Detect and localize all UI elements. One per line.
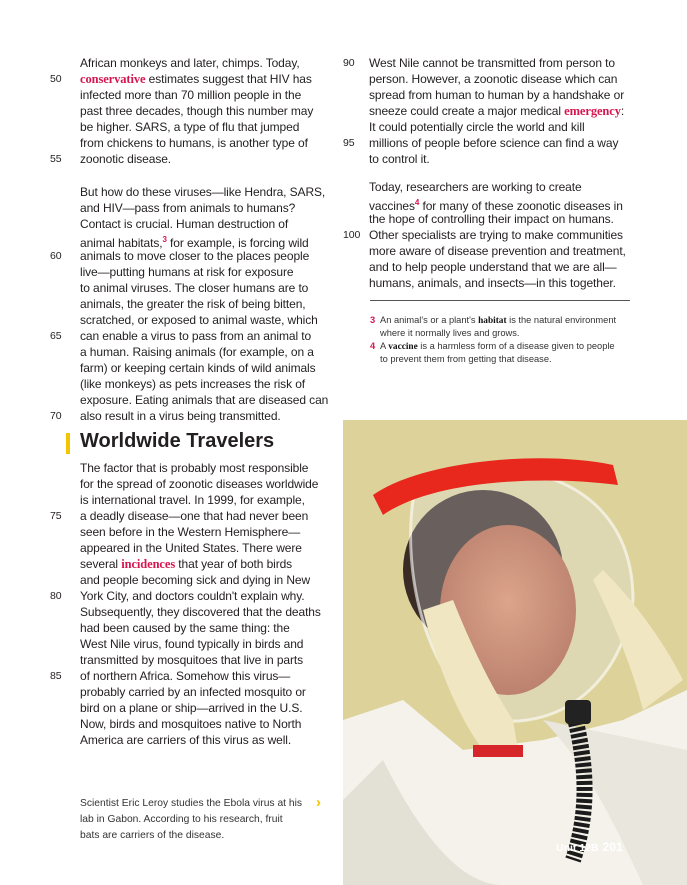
- line-number: 95: [343, 137, 355, 149]
- text-line: [50, 151, 338, 167]
- text-line: [80, 524, 338, 540]
- text-line: [80, 684, 338, 700]
- text-segment: York City, and doctors couldn't explain why.: [80, 589, 305, 603]
- text-line: [50, 508, 338, 524]
- unit-label: Unit 12B: [556, 842, 599, 854]
- text-line: [80, 344, 338, 360]
- text-line: [80, 119, 338, 135]
- text-segment: West Nile virus, found typically in birds and: [80, 637, 304, 651]
- footnote-marker: 4: [414, 198, 420, 207]
- paragraph: [343, 55, 649, 167]
- line-number: 50: [50, 73, 62, 85]
- text-line: [80, 636, 338, 652]
- text-line: [369, 71, 649, 87]
- footnote-term: habitat: [478, 316, 507, 326]
- text-line: [80, 200, 338, 216]
- text-line: [80, 264, 338, 280]
- text-segment: America are carriers of this virus as well.: [80, 733, 292, 747]
- text-segment: millions of people before science can find a way: [369, 136, 619, 150]
- text-segment: (like monkeys) as pets increases the risk of: [80, 377, 306, 391]
- text-line: [80, 572, 338, 588]
- text-segment: humans, animals, and insects—in this together.: [369, 276, 616, 290]
- text-segment: Other specialists are trying to make communities: [369, 228, 623, 242]
- text-line: [80, 540, 338, 556]
- text-segment: It could potentially circle the world and kill: [369, 120, 585, 134]
- text-segment: a human. Raising animals (for example, on a: [80, 345, 314, 359]
- text-segment: animals, the greater the risk of being bitten,: [80, 297, 306, 311]
- paragraph: [50, 460, 338, 748]
- page-number: [556, 840, 623, 854]
- footnote-term: vaccine: [388, 342, 418, 352]
- vocabulary-word: conservative: [80, 72, 146, 86]
- text-line: [80, 620, 338, 636]
- text-line: [369, 275, 649, 291]
- text-segment: West Nile cannot be transmitted from person to: [369, 56, 615, 70]
- text-line: [80, 312, 338, 328]
- text-line: [80, 492, 338, 508]
- text-segment: and to help people understand that we are all—: [369, 260, 617, 274]
- text-segment: appeared in the United States. There were: [80, 541, 302, 555]
- text-line: [80, 280, 338, 296]
- text-segment: to animal viruses. The closer humans are to: [80, 281, 309, 295]
- text-line: [80, 376, 338, 392]
- text-segment: is international travel. In 1999, for example,: [80, 493, 305, 507]
- text-line: [80, 296, 338, 312]
- text-line: [369, 151, 649, 167]
- text-segment: live—putting humans at risk for exposure: [80, 265, 294, 279]
- text-line: [50, 248, 338, 264]
- line-number: 70: [50, 410, 62, 422]
- text-line: [369, 211, 649, 227]
- footnote: 4 A vaccine is a harmless form of a disease given to people to prevent them from getting that disease.: [370, 341, 615, 364]
- line-number: 75: [50, 510, 62, 522]
- text-segment: be higher. SARS, a type of flu that jumped: [80, 120, 300, 134]
- text-segment: The factor that is probably most responsible: [80, 461, 309, 475]
- text-line: [369, 103, 649, 119]
- text-line: [50, 328, 338, 344]
- text-segment: had been caused by the same thing: the: [80, 621, 290, 635]
- text-segment: vaccines: [369, 199, 415, 213]
- text-line: [80, 135, 338, 151]
- text-line: [369, 119, 649, 135]
- text-line: [80, 460, 338, 476]
- text-segment: infected more than 70 million people in the: [80, 88, 302, 102]
- text-segment: that year of both birds: [175, 557, 293, 571]
- vocabulary-word: emergency: [564, 104, 621, 118]
- text-line: [80, 103, 338, 119]
- text-segment: several: [80, 557, 122, 571]
- text-line: [369, 195, 649, 211]
- text-line: [80, 360, 338, 376]
- text-line: [80, 700, 338, 716]
- text-segment: for example, is forcing wild: [166, 236, 309, 250]
- vocabulary-word: incidences: [121, 557, 176, 571]
- text-segment: and people becoming sick and dying in New: [80, 573, 311, 587]
- text-line: [80, 556, 338, 572]
- text-line: [80, 652, 338, 668]
- text-line: [50, 408, 338, 424]
- text-line: [80, 216, 338, 232]
- text-segment: Subsequently, they discovered that the deaths: [80, 605, 321, 619]
- line-number: 80: [50, 590, 62, 602]
- text-line: [50, 588, 338, 604]
- footnote-divider: [370, 300, 630, 301]
- text-segment: more aware of disease prevention and treatment,: [369, 244, 626, 258]
- text-line: [80, 716, 338, 732]
- text-line: [369, 243, 649, 259]
- text-segment: to control it.: [369, 152, 430, 166]
- text-segment: Now, birds and mosquitoes native to North: [80, 717, 302, 731]
- text-line: [343, 55, 649, 71]
- page-number-value: 201: [602, 840, 623, 854]
- text-line: [80, 232, 338, 248]
- line-number: 55: [50, 153, 62, 165]
- paragraph: [343, 179, 649, 291]
- text-segment: But how do these viruses—like Hendra, SARS,: [80, 185, 326, 199]
- footnote: 3 An animal's or a plant's habitat is the natural environment where it normally lives and grows.: [370, 315, 617, 338]
- line-number: 85: [50, 670, 62, 682]
- chevron-right-icon: ›: [316, 794, 321, 811]
- text-segment: animals to move closer to the places people: [80, 249, 310, 263]
- section-heading: Worldwide Travelers: [80, 430, 275, 452]
- text-segment: Today, researchers are working to create: [369, 180, 582, 194]
- text-segment: Contact is crucial. Human destruction of: [80, 217, 289, 231]
- text-segment: for many of these zoonotic diseases in: [419, 199, 623, 213]
- text-segment: past three decades, though this number may: [80, 104, 314, 118]
- text-segment: estimates suggest that HIV has: [145, 72, 312, 86]
- photo-caption: Scientist Eric Leroy studies the Ebola virus at his lab in Gabon. According to his research, fruit bats are carriers of the disease.: [80, 798, 303, 841]
- line-number: 90: [343, 57, 355, 69]
- text-segment: African monkeys and later, chimps. Today,: [80, 56, 300, 70]
- text-segment: and HIV—pass from animals to humans?: [80, 201, 296, 215]
- text-segment: bird on a plane or ship—arrived in the U.S.: [80, 701, 303, 715]
- text-segment: :: [620, 104, 625, 118]
- text-line: [80, 476, 338, 492]
- text-segment: farm) or keeping certain kinds of wild animals: [80, 361, 316, 375]
- text-line: [369, 87, 649, 103]
- text-line: [80, 184, 338, 200]
- text-line: [80, 87, 338, 103]
- text-line: [80, 604, 338, 620]
- text-segment: seen before in the Western Hemisphere—: [80, 525, 301, 539]
- text-segment: person. However, a zoonotic disease which can: [369, 72, 618, 86]
- text-segment: zoonotic disease.: [80, 152, 172, 166]
- text-segment: sneeze could create a major medical: [369, 104, 565, 118]
- text-line: [50, 71, 338, 87]
- text-segment: exposure. Eating animals that are diseased can: [80, 393, 329, 407]
- text-segment: the hope of controlling their impact on humans.: [369, 212, 614, 226]
- text-segment: can enable a virus to pass from an animal to: [80, 329, 312, 343]
- line-number: 60: [50, 250, 62, 262]
- text-segment: animal habitats,: [80, 236, 163, 250]
- text-segment: probably carried by an infected mosquito or: [80, 685, 306, 699]
- text-segment: a deadly disease—one that had never been: [80, 509, 309, 523]
- text-segment: spread from human to human by a handshake or: [369, 88, 625, 102]
- text-line: [369, 179, 649, 195]
- footnote-marker: 3: [162, 235, 167, 244]
- line-number: 65: [50, 330, 62, 342]
- text-segment: for the spread of zoonotic diseases worldwide: [80, 477, 319, 491]
- paragraph: [50, 55, 338, 167]
- text-segment: from chickens to humans, is another type of: [80, 136, 308, 150]
- photo-scientist-in-protective-hood: [343, 420, 687, 885]
- text-segment: also result in a virus being transmitted.: [80, 409, 281, 423]
- text-line: [80, 55, 338, 71]
- paragraph: [50, 184, 338, 424]
- text-line: [343, 227, 649, 243]
- text-segment: of northern Africa. Somehow this virus—: [80, 669, 291, 683]
- text-segment: transmitted by mosquitoes that live in parts: [80, 653, 304, 667]
- text-line: [80, 392, 338, 408]
- text-line: [50, 668, 338, 684]
- text-line: [80, 732, 338, 748]
- text-segment: scratched, or exposed to animal waste, which: [80, 313, 318, 327]
- text-line: [369, 259, 649, 275]
- heading-accent-bar: [66, 433, 70, 454]
- line-number: 100: [343, 229, 361, 241]
- text-line: [343, 135, 649, 151]
